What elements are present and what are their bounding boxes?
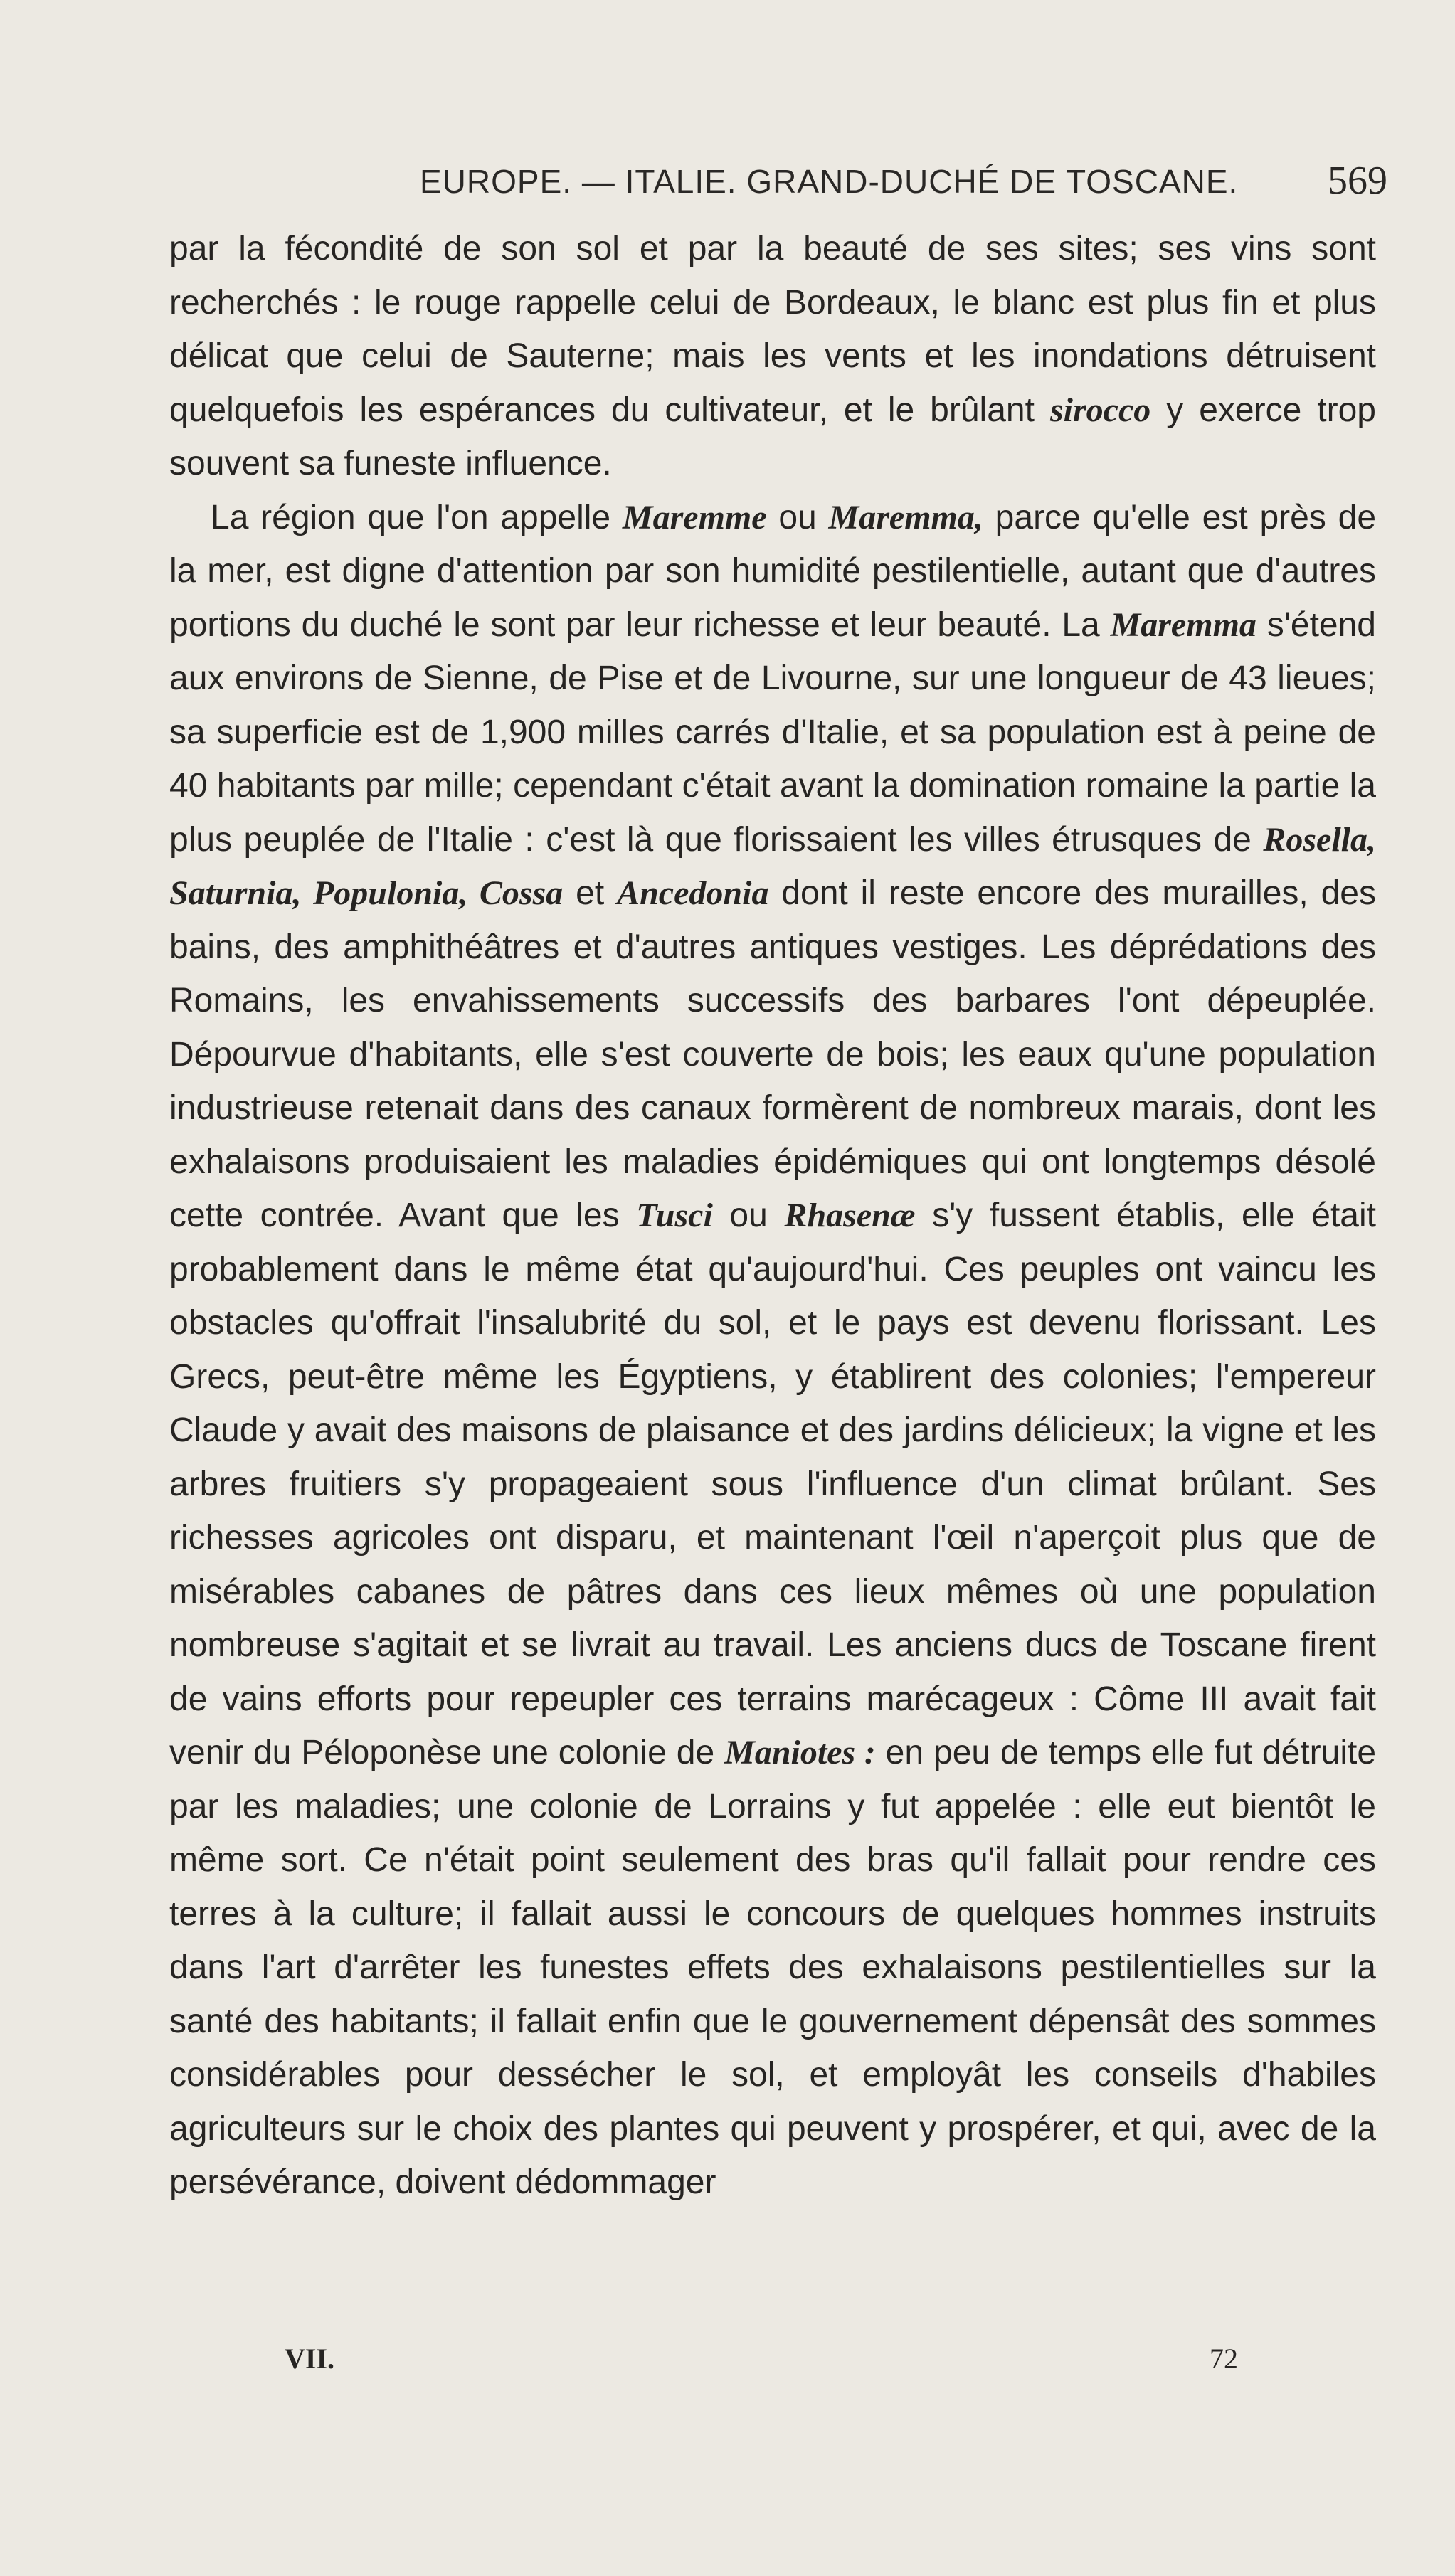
- text-run: dont il reste encore des murailles, des bains, des amphithéâtres et d'autres antiques vestiges. Les déprédations des Romains, les envahissements successifs des barbares l'ont dépeuplée. Dépourvue d'habitants, elle s'est couverte de bois; les eaux qu'une population industrieuse retenait dans des canaux formèrent de nombreux marais, dont les exhalaisons produisaient les maladies épidémiques qui ont longtemps désolé cette contrée. Avant que les: [169, 874, 1377, 1234]
- running-header: [164, 159, 1387, 212]
- italic-term: Rhasenæ: [784, 1197, 916, 1234]
- text-run: parce qu'elle est près de la mer, est digne d'attention par son humidité pestilentielle, autant que d'autres portions du duché le sont par leur richesse et leur beauté. La: [169, 498, 1377, 644]
- italic-term: sirocco: [1049, 391, 1151, 429]
- text-run: ou: [712, 1197, 785, 1234]
- text-run: en peu de temps elle fut détruite par les maladies; une colonie de Lorrains y fut appelée : elle eut bientôt le même sort. Ce n'était point seulement des bras qu'il fallait pour rendre ces terres à la culture; il fallait aussi le concours de quelques hommes instruits dans l'art d'arrêter les funestes effets des exhalaisons pestilentielles sur la santé des habitants; il fallait enfin que le gouvernement dépensât des sommes considérables pour dessécher le sol, et employât les conseils d'habiles agriculteurs sur le choix des plantes qui peuvent y prospérer, et qui, avec de la persévérance, doivent dédommager: [169, 1734, 1377, 2201]
- italic-term: Ancedonia: [617, 874, 769, 912]
- italic-term: Maniotes :: [724, 1734, 876, 1771]
- paragraph-1: [169, 222, 1376, 491]
- running-title: EUROPE. — ITALIE. GRAND-DUCHÉ DE TOSCANE.: [420, 163, 1239, 200]
- sheet-signature: 72: [1210, 2343, 1238, 2375]
- italic-term: Maremma: [1110, 605, 1256, 644]
- italic-term: Tusci: [636, 1197, 713, 1234]
- italic-term: Maremma,: [828, 498, 983, 536]
- body-text: [169, 222, 1376, 2210]
- page-number: 569: [1328, 159, 1387, 203]
- page-footer: [285, 2342, 1238, 2385]
- text-run: y exerce trop souvent sa funeste influence.: [169, 391, 1377, 482]
- text-run: s'y fussent établis, elle était probablement dans le même état qu'aujourd'hui. Ces peuples ont vaincu les obstacles qu'offrait l'insalubrité du sol, et le pays est devenu florissant. Les Grecs, peut-être même les Égyptiens, y établirent des colonies; l'empereur Claude y avait des maisons de plaisance et des jardins délicieux; la vigne et les arbres fruitiers s'y propageaient sous l'influence d'un climat brûlant. Ses richesses agricoles ont disparu, et maintenant l'œil n'aperçoit plus que de misérables cabanes de pâtres dans ces lieux mêmes où une population nombreuse s'agitait et se livrait au travail. Les anciens ducs de Toscane firent de vains efforts pour repeupler ces terrains marécageux : Côme III avait fait venir du Péloponèse une colonie de: [169, 1197, 1376, 1771]
- text-run: s'étend aux environs de Sienne, de Pise et de Livourne, sur une longueur de 43 lieues; sa superficie est de 1,900 milles carrés d'Italie, et sa population est à peine de 40 habitants par mille; cependant c'était avant la domination romaine la partie la plus peuplée de l'Italie : c'est là que florissaient les villes étrusques de: [169, 605, 1377, 859]
- italic-term: Maremme: [622, 498, 767, 536]
- volume-signature: VII.: [285, 2343, 335, 2375]
- text-run: La région que l'on appelle: [211, 498, 623, 536]
- text-run: et: [563, 874, 618, 912]
- paragraph-2: [169, 491, 1376, 2210]
- italic-term: Rosella, Saturnia, Populonia, Cossa: [169, 820, 1376, 912]
- text-run: ou: [766, 498, 829, 536]
- text-run: par la fécondité de son sol et par la beauté de ses sites; ses vins sont recherchés : le rouge rappelle celui de Bordeaux, le blanc est plus fin et plus délicat que celui de Sauterne; mais les vents et les inondations détruisent quelquefois les espérances du cultivateur, et le brûlant: [169, 230, 1376, 429]
